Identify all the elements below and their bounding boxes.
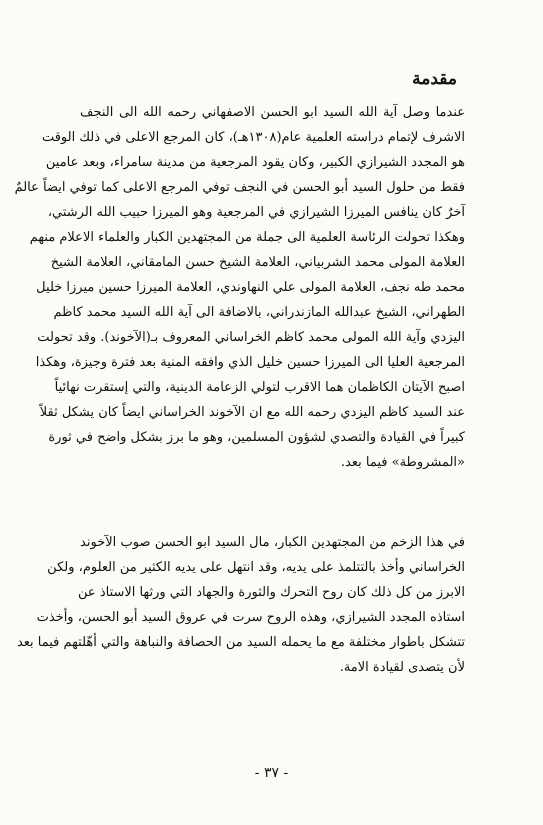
text-line: عندما وصل آية الله السيد ابو الحسن الاصفهاني رحمه الله الى النجف	[80, 105, 465, 120]
text-line: استاذه المجدد الشيرازي، وهذه الروح سرت في عروق السيد أبو الحسن، وأخذت	[36, 610, 465, 625]
text-line: الابرز من كل ذلك كان روح التحرك والثورة والجهاد التي ورثها الاستاذ عن	[78, 585, 465, 600]
paragraph-1	[14, 100, 465, 475]
text-line: «المشروطة» فيما بعد.	[340, 455, 465, 470]
text-line: في هذا الزخم من المجتهدين الكبار، مال السيد ابو الحسن صوب الآخوند	[80, 535, 465, 550]
text-line: تتشكل باطوار مختلفة مع ما يحمله السيد من الحصافة والنباهة والتي أهّلتهم فيما بعد	[16, 635, 465, 650]
text-line: اليزدي وآية الله المولى محمد كاظم الخراساني المعروف بـ(الآخوند). وقد تحولت	[37, 330, 465, 345]
text-line: آخرٌ كان ينافس الميرزا الشيرازي في المرجعية وهو الميرزا حبيب الله الرشتي،	[47, 205, 465, 220]
text-line: اصبح الآيتان الكاظمان هما الاقرب لتولي الزعامة الدينية، والتي إستقرت نهائياً	[54, 380, 465, 395]
text-line: كبيراً في القيادة والتصدي لشؤون المسلمين، وهو ما برز بشكل واضح في ثورة	[48, 430, 465, 445]
text-line: عند السيد كاظم اليزدي رحمه الله مع ان الآخوند الخراساني ايضاً كان يشكل ثقلاً	[39, 405, 465, 420]
page-number: - ٣٧ -	[254, 765, 289, 781]
text-line: المرجعية العليا الى الميرزا حسين خليل الذي وافقه المنية بعد فترة وجيزة، وهكذا	[35, 355, 465, 370]
text-line: لأن يتصدى لقيادة الامة.	[339, 660, 465, 675]
text-line: الخراساني وأخذ بالتتلمذ على يديه، وقد انتهل على يديه الكثير من العلوم، ولكن	[47, 560, 465, 575]
text-line: محمد طه نجف، العلامة المولى علي النهاوندي، العلامة الميرزا حسين ميرزا خليل	[36, 280, 465, 295]
paragraph-2	[16, 530, 465, 680]
text-line: فقط من حلول السيد أبو الحسن في النجف توفي المرجع الاعلى كما توفي ايضاً عالمٌ	[14, 180, 465, 195]
text-line: هو المجدد الشيرازي الكبير، وكان يقود المرجعية من مدينة سامراء، وبعد عامين	[45, 155, 465, 170]
text-line: العلامة المولى محمد الشربياني، العلامة الشيخ حسن المامقاني، العلامة الشيخ	[50, 255, 465, 270]
section-heading: مقدمة	[412, 69, 457, 89]
text-line: الطهراني، الشيخ عبدالله المازندراني، بالاضافة الى آية الله السيد محمد كاظم	[53, 305, 465, 320]
text-line: وهكذا تحولت الرئاسة العلمية الى جملة من المجتهدين الكبار والعلماء الاعلام منهم	[29, 230, 465, 245]
text-line: الاشرف لإتمام دراسته العلمية عام(١٣٠٨هـ)، كان المرجع الاعلى في ذلك الوقت	[41, 130, 465, 145]
